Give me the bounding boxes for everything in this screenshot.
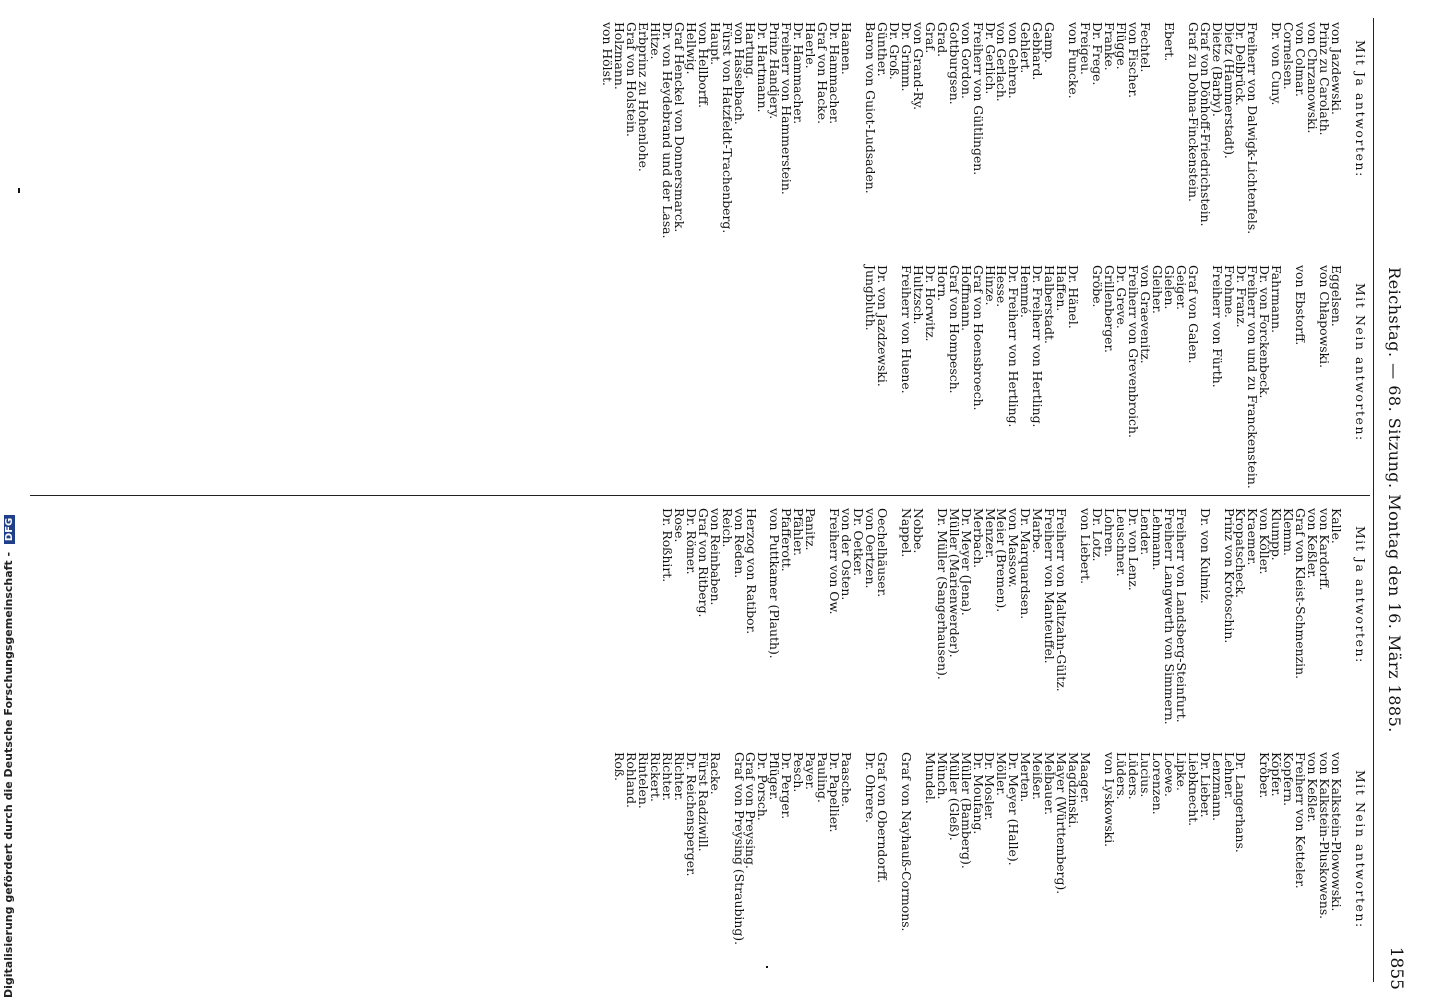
member-name: Hitze.: [647, 22, 663, 60]
member-name: Dr. Freiherr von Hertling.: [1006, 265, 1022, 428]
member-name: Fürst von Hatzfeldt-Trachenberg.: [719, 22, 735, 234]
member-name: Dr. von Forckenbeck.: [1257, 265, 1273, 399]
member-name: Dr. Hammacher.: [791, 22, 807, 125]
member-name: Dr. Greve.: [1114, 265, 1129, 329]
member-name: von Ebstorff.: [1293, 265, 1309, 346]
page-title: Reichstag. — 68. Sitzung. Montag den 16. März 1885.: [1385, 267, 1404, 733]
member-name: Lohren.: [1102, 508, 1118, 557]
member-name: Dr. Meyer (Halle).: [1006, 752, 1022, 866]
member-name: Haupt.: [707, 22, 723, 66]
member-name: Pfafferott.: [779, 508, 795, 572]
member-name: Grillenberger.: [1102, 265, 1118, 353]
member-name: Dr. von Lenz.: [1125, 508, 1141, 591]
member-name: Marbe.: [1030, 508, 1046, 554]
member-name: Gleiher.: [1149, 265, 1165, 314]
member-name: Graf von Ritberg.: [695, 508, 711, 618]
member-name: Rose.: [671, 508, 687, 543]
column-2: [864, 265, 1366, 489]
member-name: Freiherr Langwerth von Simmern.: [1161, 508, 1177, 725]
member-name: Dr. Ohrere.: [863, 752, 878, 823]
member-name: Dr. Freiherr von Hertling.: [1030, 265, 1046, 428]
member-name: Reich.: [719, 508, 735, 548]
member-name: Günther.: [874, 22, 890, 77]
member-name: Hinze.: [982, 265, 998, 306]
member-name: Lender.: [1137, 508, 1153, 556]
member-name: Dr. Papellier.: [827, 752, 843, 833]
member-name: Freiherr von Hammerstein.: [779, 22, 795, 195]
member-name: Meier (Bremen).: [994, 508, 1010, 613]
member-name: Lehner.: [1221, 752, 1237, 800]
member-name: Freiherr von Landsberg-Steinfurt.: [1173, 508, 1189, 723]
member-name: von Colmar.: [1293, 22, 1309, 97]
member-name: Dr. Delbrück.: [1233, 22, 1249, 106]
member-name: Gröbe.: [1090, 265, 1106, 308]
member-name: Haffen.: [1054, 265, 1070, 312]
member-name: von Gerlach.: [994, 22, 1010, 102]
member-name: von Chłapowski.: [1317, 265, 1333, 369]
member-name: Freiherr von Manteuffel.: [1042, 508, 1058, 664]
member-name: Münch.: [934, 752, 950, 800]
member-name: Panitz.: [803, 508, 819, 551]
member-name: Oechelhäuser.: [874, 508, 890, 598]
member-name: Müller (Bamberg).: [958, 752, 974, 869]
member-name: Jungbluth.: [863, 265, 879, 331]
header-rule: [1373, 18, 1374, 982]
member-name: Lipke.: [1173, 752, 1189, 791]
member-name: Dietz (Hammerstadt).: [1221, 22, 1237, 159]
member-name: Horn.: [934, 265, 950, 302]
member-name: Menzer.: [982, 508, 998, 559]
member-name: Fechtel.: [1137, 22, 1153, 73]
column-divider: [30, 495, 1370, 496]
member-name: Graf zu Dohna-Finckenstein.: [1185, 22, 1201, 202]
member-name: Graf von Nayhauß-Cormons.: [898, 752, 914, 932]
member-name: Müller (Marienwerder).: [946, 508, 962, 658]
member-name: Dr. Hammacher.: [827, 22, 843, 125]
rotated-page: [30, 0, 1410, 1000]
member-name: Freiherr von Huene.: [898, 265, 914, 394]
member-name: Merbach.: [970, 508, 986, 569]
member-name: von Hölst.: [600, 22, 616, 86]
member-name: Graf von Oberndorff.: [874, 752, 890, 884]
member-name: Gebhard.: [1030, 22, 1046, 81]
member-name: Mayer (Württemberg).: [1054, 752, 1070, 895]
member-name: von Liebert.: [1078, 508, 1094, 585]
member-name: von Grand-Ry.: [910, 22, 926, 111]
member-name: Freiherr von Dalwigk-Lichtenfels.: [1245, 22, 1261, 235]
page-header: [1376, 0, 1408, 1000]
member-name: Hartung.: [743, 22, 759, 79]
member-name: Dr. Hartmann.: [755, 22, 771, 113]
member-name: Dr. Reichensperger.: [683, 752, 699, 877]
member-name: Hesse.: [994, 265, 1010, 308]
member-name: von Jazdewski.: [1329, 22, 1345, 115]
member-name: Dr. Römer.: [683, 508, 699, 575]
member-name: Rohland.: [623, 752, 639, 808]
member-name: Dr. Roßhirt.: [659, 508, 675, 583]
member-name: Klumpp.: [1269, 508, 1285, 561]
member-name: Möller.: [994, 752, 1010, 796]
member-name: Pesch.: [791, 752, 807, 793]
member-name: Pflüger.: [767, 752, 783, 801]
column-heading: Mit Ja antworten:: [1353, 526, 1368, 664]
member-name: Eggelsen.: [1329, 265, 1345, 327]
column-heading: Mit Nein antworten:: [1353, 770, 1368, 929]
member-name: Gehlert.: [1018, 22, 1034, 74]
member-name: Leuschner.: [1113, 508, 1129, 577]
member-name: Dr. Porsch.: [755, 752, 771, 821]
member-name: Liebknecht.: [1185, 752, 1201, 827]
member-name: Graf von Kleist-Schmenzin.: [1293, 508, 1309, 680]
member-name: Dr. Marquardsen.: [1018, 508, 1034, 620]
member-name: von Keßler.: [1305, 508, 1321, 579]
member-name: Mundel.: [922, 752, 938, 804]
member-name: Cornelsen.: [1281, 22, 1297, 90]
member-name: Hellwig.: [683, 22, 699, 75]
footer-text: Digitalisierung gefördert durch die Deutsche Forschungsgemeinschaft -: [2, 551, 15, 998]
member-name: Roß.: [612, 752, 628, 782]
member-name: von Hellborff.: [695, 22, 711, 109]
member-name: Dr. Groß.: [886, 22, 902, 80]
member-name: Lorenzen.: [1149, 752, 1165, 815]
member-name: von Reinbaben.: [707, 508, 723, 606]
member-name: Paasche.: [839, 752, 855, 808]
member-name: Dr. Lieber.: [1197, 752, 1213, 818]
member-name: Maager.: [1078, 752, 1094, 804]
member-name: Merten.: [1018, 752, 1034, 803]
member-name: Fürst Radziwill.: [695, 752, 711, 852]
member-name: Freiherr von Grevenbroich.: [1125, 265, 1141, 438]
member-name: Rickert.: [647, 752, 663, 802]
member-name: Dr. Lotz.: [1090, 508, 1106, 562]
dfg-logo: DFG: [4, 515, 15, 544]
member-name: von Lyskowski.: [1102, 752, 1118, 848]
member-name: Dr. von Jazdzewski.: [874, 265, 890, 387]
page-number: 1855: [1386, 946, 1406, 990]
member-name: Nappel.: [898, 508, 914, 558]
member-name: Graf von Preysing.: [743, 752, 759, 869]
member-name: Nobbe.: [910, 508, 926, 554]
member-name: Richter.: [671, 752, 687, 802]
member-name: Geiger.: [1173, 265, 1189, 310]
member-name: Meißer.: [1030, 752, 1046, 801]
member-name: Klemm.: [1281, 508, 1297, 556]
member-name: Prinz zu Carolath.: [1317, 22, 1333, 136]
member-name: Loewe.: [1161, 752, 1177, 797]
member-name: von Hasselbach.: [731, 22, 747, 125]
member-name: Lüders.: [1113, 752, 1129, 800]
member-name: Freiherr von Gültlingen.: [970, 22, 986, 176]
member-name: Racke.: [707, 752, 723, 795]
member-name: Dr. von Kulmiz.: [1197, 508, 1213, 604]
member-name: Freiherr von Ketteler.: [1293, 752, 1309, 889]
member-name: Dr. Hänel.: [1066, 265, 1082, 329]
column-heading: Mit Ja antworten:: [1353, 40, 1368, 178]
member-name: von Kalkstein-Plowowski.: [1329, 752, 1345, 912]
member-name: von Fischer.: [1125, 22, 1141, 99]
member-name: Köpfer.: [1269, 752, 1285, 797]
member-name: Freiherr von und zu Franckenstein.: [1245, 265, 1261, 489]
member-name: Graf von Galen.: [1185, 265, 1201, 364]
member-name: von Oertzen.: [863, 508, 879, 589]
member-name: Kraemer.: [1245, 508, 1261, 566]
member-name: Graf.: [922, 22, 938, 54]
member-name: Kalle.: [1329, 508, 1345, 544]
member-name: Flügge.: [1114, 22, 1129, 70]
member-name: Franke.: [1102, 22, 1118, 71]
member-name: Kropatscheck.: [1233, 508, 1249, 598]
member-name: von Kalkstein-Pluskowens.: [1317, 752, 1333, 920]
member-name: Graf von Dönhoff-Friedrichstein.: [1197, 22, 1213, 227]
member-name: Dr. Müller (Sangerhausen).: [934, 508, 950, 680]
member-name: Freiherr von Maltzahn-Gültz.: [1054, 508, 1070, 692]
member-name: von Köller.: [1257, 508, 1273, 575]
member-name: Baron von Guiot-Ludsaden.: [863, 22, 878, 194]
member-name: von der Osten.: [839, 508, 855, 601]
member-name: Freigeu.: [1078, 22, 1094, 75]
member-name: von Gehren.: [1006, 22, 1022, 99]
member-name: Richter.: [659, 752, 675, 802]
member-name: Dr. Franz.: [1233, 265, 1249, 328]
member-name: Dr. Frege.: [1090, 22, 1106, 86]
member-name: Graf Henckel von Donnersmarck.: [671, 22, 687, 233]
member-name: Dr. Meyer (Jena).: [958, 508, 974, 616]
member-name: Gamp.: [1042, 22, 1058, 63]
member-name: Grad.: [934, 22, 950, 58]
member-name: von Kardorff.: [1317, 508, 1333, 591]
member-name: Lenzmann.: [1209, 752, 1225, 822]
member-name: Lüders.: [1125, 752, 1141, 800]
member-name: Ebert.: [1161, 22, 1177, 62]
member-name: Lehmann.: [1149, 508, 1165, 571]
member-name: Frohme.: [1221, 265, 1237, 318]
member-name: Lucius.: [1137, 752, 1153, 798]
member-name: Rintelen.: [635, 752, 651, 809]
member-name: Dietze (Barby).: [1209, 22, 1225, 117]
member-name: Gielen.: [1161, 265, 1177, 310]
column-heading: Mit Nein antworten:: [1353, 283, 1368, 442]
member-name: Dr. Oetker.: [851, 508, 867, 577]
member-name: Freiherr von Ow.: [827, 508, 843, 615]
scan-speck: [18, 188, 20, 193]
member-name: von Reden.: [731, 508, 747, 579]
member-name: Graf von Hompesch.: [946, 265, 962, 394]
member-name: Dr. Mosler.: [982, 752, 998, 821]
member-name: von Gordon.: [958, 22, 974, 99]
member-name: Haanen.: [839, 22, 855, 75]
member-name: Dr. Langerhans.: [1233, 752, 1249, 853]
member-name: Müller (Gleß).: [946, 752, 962, 841]
member-name: Prinz von Krotoschin.: [1221, 508, 1237, 644]
column-4: [613, 752, 1366, 945]
member-name: Graf von Hoensbroech.: [970, 265, 986, 411]
member-name: von Massow.: [1006, 508, 1022, 588]
column-3: [661, 508, 1366, 725]
member-name: von Chrzanowski.: [1305, 22, 1321, 134]
member-name: Graf von Holstein.: [623, 22, 639, 137]
member-name: Kröber.: [1257, 752, 1273, 799]
member-name: Dr. Horwitz.: [922, 265, 938, 342]
member-name: Hultzsch.: [910, 265, 926, 325]
member-name: Dr. von Cuny.: [1269, 22, 1285, 106]
member-name: Gottburgsen.: [946, 22, 962, 105]
member-name: Dr. Grimm.: [898, 22, 914, 92]
member-name: Graf von Preysing (Straubing).: [731, 752, 747, 946]
member-name: Dr. von Heydebrand und der Lasa.: [659, 22, 675, 239]
member-name: Pauling.: [815, 752, 831, 803]
member-name: von Graevenitz.: [1137, 265, 1153, 364]
member-name: Dr. Gerlich.: [982, 22, 998, 95]
member-name: Herzog von Ratibor.: [743, 508, 759, 635]
member-name: Hemmé.: [1018, 265, 1034, 318]
column-1: [601, 22, 1366, 239]
member-name: Freiherr von Fürth.: [1209, 265, 1225, 388]
member-name: Dr. Moufang.: [970, 752, 986, 835]
member-name: Haerle.: [803, 22, 819, 69]
scan-speck: [766, 966, 768, 968]
member-name: Erbprinz zu Hohenlohe.: [635, 22, 651, 172]
digitization-footer: [2, 6, 18, 998]
member-name: Dr. Perger.: [779, 752, 795, 820]
member-name: Fahrmann.: [1269, 265, 1285, 334]
member-name: von Keßler.: [1305, 752, 1321, 823]
member-name: Melbauer.: [1042, 752, 1058, 816]
member-name: Graf von Hacke.: [815, 22, 831, 125]
member-name: Halberstadt.: [1042, 265, 1058, 344]
member-name: von Puttkamer (Plauth).: [767, 508, 783, 659]
member-name: Payer.: [803, 752, 819, 790]
member-name: von Funcke.: [1066, 22, 1082, 99]
member-name: Prinz Handjery.: [767, 22, 783, 120]
member-name: Magdzinski.: [1066, 752, 1082, 829]
member-name: Pfähler.: [791, 508, 807, 557]
member-name: Kopfern.: [1281, 752, 1297, 807]
member-name: Hoffmann.: [958, 265, 974, 332]
member-name: Holzmann.: [612, 22, 627, 90]
